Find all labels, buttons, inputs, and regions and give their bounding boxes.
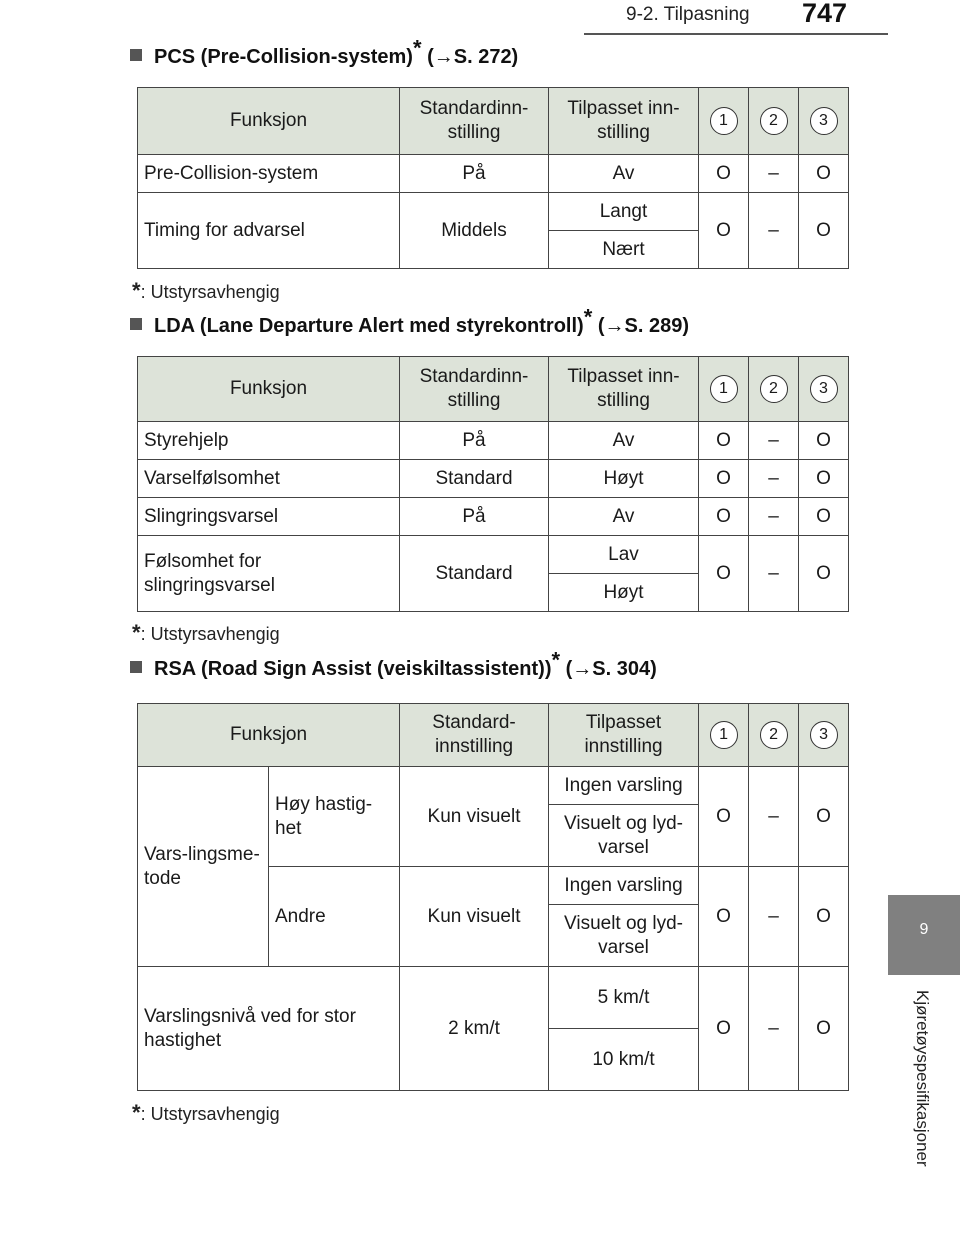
cell-standard: Kun visuelt: [400, 867, 549, 967]
cell-c2: –: [749, 193, 799, 269]
pcs-title: PCS (Pre-Collision-system): [154, 46, 413, 68]
circled-2-icon: 2: [760, 107, 788, 135]
lda-heading: [130, 304, 689, 338]
pcs-star: *: [412, 35, 422, 61]
table-row: [138, 460, 849, 498]
circled-2-icon: 2: [760, 721, 788, 749]
table-header-row: [138, 357, 849, 422]
cell-tilpasset: Lav: [549, 536, 699, 574]
cell-c3: O: [799, 967, 849, 1091]
cell-c1: O: [699, 193, 749, 269]
header-col-2: [749, 704, 799, 767]
header-funksjon: Funksjon: [138, 88, 400, 155]
section-title: 9-2. Tilpasning: [626, 4, 750, 25]
cell-c3: O: [799, 155, 849, 193]
square-bullet-icon: [130, 661, 142, 673]
footnote-star: *: [132, 1100, 141, 1125]
cell-funksjon: Pre-Collision-system: [138, 155, 400, 193]
rsa-table: [137, 703, 849, 1091]
cell-c1: O: [699, 155, 749, 193]
cell-standard: Standard: [400, 536, 549, 612]
cell-tilpasset: Av: [549, 498, 699, 536]
table-row: [138, 422, 849, 460]
cell-standard: På: [400, 422, 549, 460]
cell-c3: O: [799, 422, 849, 460]
pcs-heading: [130, 35, 519, 69]
cell-tilpasset: 10 km/t: [549, 1029, 699, 1091]
table-row: [138, 967, 849, 1029]
cell-standard: På: [400, 498, 549, 536]
header-tilpasset: Tilpasset inn-stilling: [549, 88, 699, 155]
circled-2-icon: 2: [760, 375, 788, 403]
cell-tilpasset: Høyt: [549, 460, 699, 498]
circled-3-icon: 3: [810, 107, 838, 135]
cell-tilpasset: Visuelt og lyd-varsel: [549, 805, 699, 867]
cell-sub: Andre: [269, 867, 400, 967]
rsa-footnote: [132, 1100, 280, 1126]
lda-table: [137, 356, 849, 612]
cell-tilpasset: Av: [549, 155, 699, 193]
header-col-1: [699, 704, 749, 767]
footnote-text: : Utstyrsavhengig: [140, 1104, 280, 1124]
cell-tilpasset: 5 km/t: [549, 967, 699, 1029]
cell-tilpasset: Høyt: [549, 574, 699, 612]
cell-standard: Middels: [400, 193, 549, 269]
header-rule: [584, 33, 888, 35]
table-row: [138, 767, 849, 805]
footnote-text: : Utstyrsavhengig: [140, 282, 280, 302]
chapter-tab: [888, 895, 960, 975]
chapter-label: Kjøretøyspesifikasjoner: [913, 990, 932, 1167]
rsa-heading: [130, 647, 657, 681]
circled-1-icon: 1: [710, 721, 738, 749]
cell-c2: –: [749, 498, 799, 536]
table-row: [138, 155, 849, 193]
cell-funksjon: Timing for advarsel: [138, 193, 400, 269]
cell-standard: På: [400, 155, 549, 193]
table-row: [138, 193, 849, 231]
cell-funksjon: Følsomhet for slingringsvarsel: [138, 536, 400, 612]
rsa-page-ref: (→S. 304): [565, 658, 657, 680]
circled-1-icon: 1: [710, 107, 738, 135]
cell-sub: Høy hastig-het: [269, 767, 400, 867]
rsa-star: *: [551, 647, 561, 673]
footnote-star: *: [132, 620, 141, 645]
header-col-2: [749, 88, 799, 155]
header-funksjon: Funksjon: [138, 357, 400, 422]
header-tilpasset: Tilpasset innstilling: [549, 704, 699, 767]
header-col-3: [799, 88, 849, 155]
footnote-text: : Utstyrsavhengig: [140, 624, 280, 644]
table-row: [138, 536, 849, 574]
cell-c2: –: [749, 536, 799, 612]
square-bullet-icon: [130, 49, 142, 61]
header-standard: Standardinn-stilling: [400, 357, 549, 422]
pcs-footnote: [132, 278, 280, 304]
cell-tilpasset: Ingen varsling: [549, 867, 699, 905]
table-row: [138, 498, 849, 536]
cell-standard: Standard: [400, 460, 549, 498]
lda-footnote: [132, 620, 280, 646]
cell-tilpasset: Av: [549, 422, 699, 460]
pcs-table: [137, 87, 849, 269]
lda-star: *: [583, 304, 593, 330]
chapter-number: 9: [919, 921, 929, 938]
cell-funksjon: Varselfølsomhet: [138, 460, 400, 498]
table-header-row: [138, 88, 849, 155]
square-bullet-icon: [130, 318, 142, 330]
header-standard: Standard-innstilling: [400, 704, 549, 767]
header-col-2: [749, 357, 799, 422]
cell-c3: O: [799, 193, 849, 269]
cell-c1: O: [699, 536, 749, 612]
header-col-3: [799, 357, 849, 422]
cell-group-label: Vars-lingsme-tode: [138, 767, 269, 967]
circled-3-icon: 3: [810, 375, 838, 403]
cell-tilpasset: Nært: [549, 231, 699, 269]
cell-c2: –: [749, 460, 799, 498]
circled-1-icon: 1: [710, 375, 738, 403]
page-header: [0, 0, 960, 38]
lda-title: LDA (Lane Departure Alert med styrekontroll): [154, 315, 584, 337]
table-header-row: [138, 704, 849, 767]
cell-standard: 2 km/t: [400, 967, 549, 1091]
cell-tilpasset: Ingen varsling: [549, 767, 699, 805]
cell-c2: –: [749, 422, 799, 460]
cell-c3: O: [799, 767, 849, 867]
cell-tilpasset: Langt: [549, 193, 699, 231]
cell-standard: Kun visuelt: [400, 767, 549, 867]
cell-c1: O: [699, 967, 749, 1091]
cell-c3: O: [799, 498, 849, 536]
circled-3-icon: 3: [810, 721, 838, 749]
cell-c2: –: [749, 155, 799, 193]
cell-funksjon: Styrehjelp: [138, 422, 400, 460]
cell-tilpasset: Visuelt og lyd-varsel: [549, 905, 699, 967]
page-number: 747: [802, 0, 848, 28]
cell-c1: O: [699, 767, 749, 867]
cell-c2: –: [749, 967, 799, 1091]
header-tilpasset: Tilpasset inn-stilling: [549, 357, 699, 422]
header-col-1: [699, 88, 749, 155]
cell-c1: O: [699, 460, 749, 498]
cell-c3: O: [799, 536, 849, 612]
header-funksjon: Funksjon: [138, 704, 400, 767]
cell-funksjon: Varslingsnivå ved for stor hastighet: [138, 967, 400, 1091]
cell-c2: –: [749, 867, 799, 967]
header-standard: Standardinn-stilling: [400, 88, 549, 155]
cell-c1: O: [699, 498, 749, 536]
cell-c3: O: [799, 460, 849, 498]
cell-c2: –: [749, 767, 799, 867]
header-col-3: [799, 704, 849, 767]
footnote-star: *: [132, 278, 141, 303]
header-col-1: [699, 357, 749, 422]
rsa-title: RSA (Road Sign Assist (veiskiltassistent)): [154, 658, 552, 680]
cell-c3: O: [799, 867, 849, 967]
cell-c1: O: [699, 867, 749, 967]
cell-c1: O: [699, 422, 749, 460]
lda-page-ref: (→S. 289): [597, 315, 689, 337]
pcs-page-ref: (→S. 272): [427, 46, 519, 68]
cell-funksjon: Slingringsvarsel: [138, 498, 400, 536]
